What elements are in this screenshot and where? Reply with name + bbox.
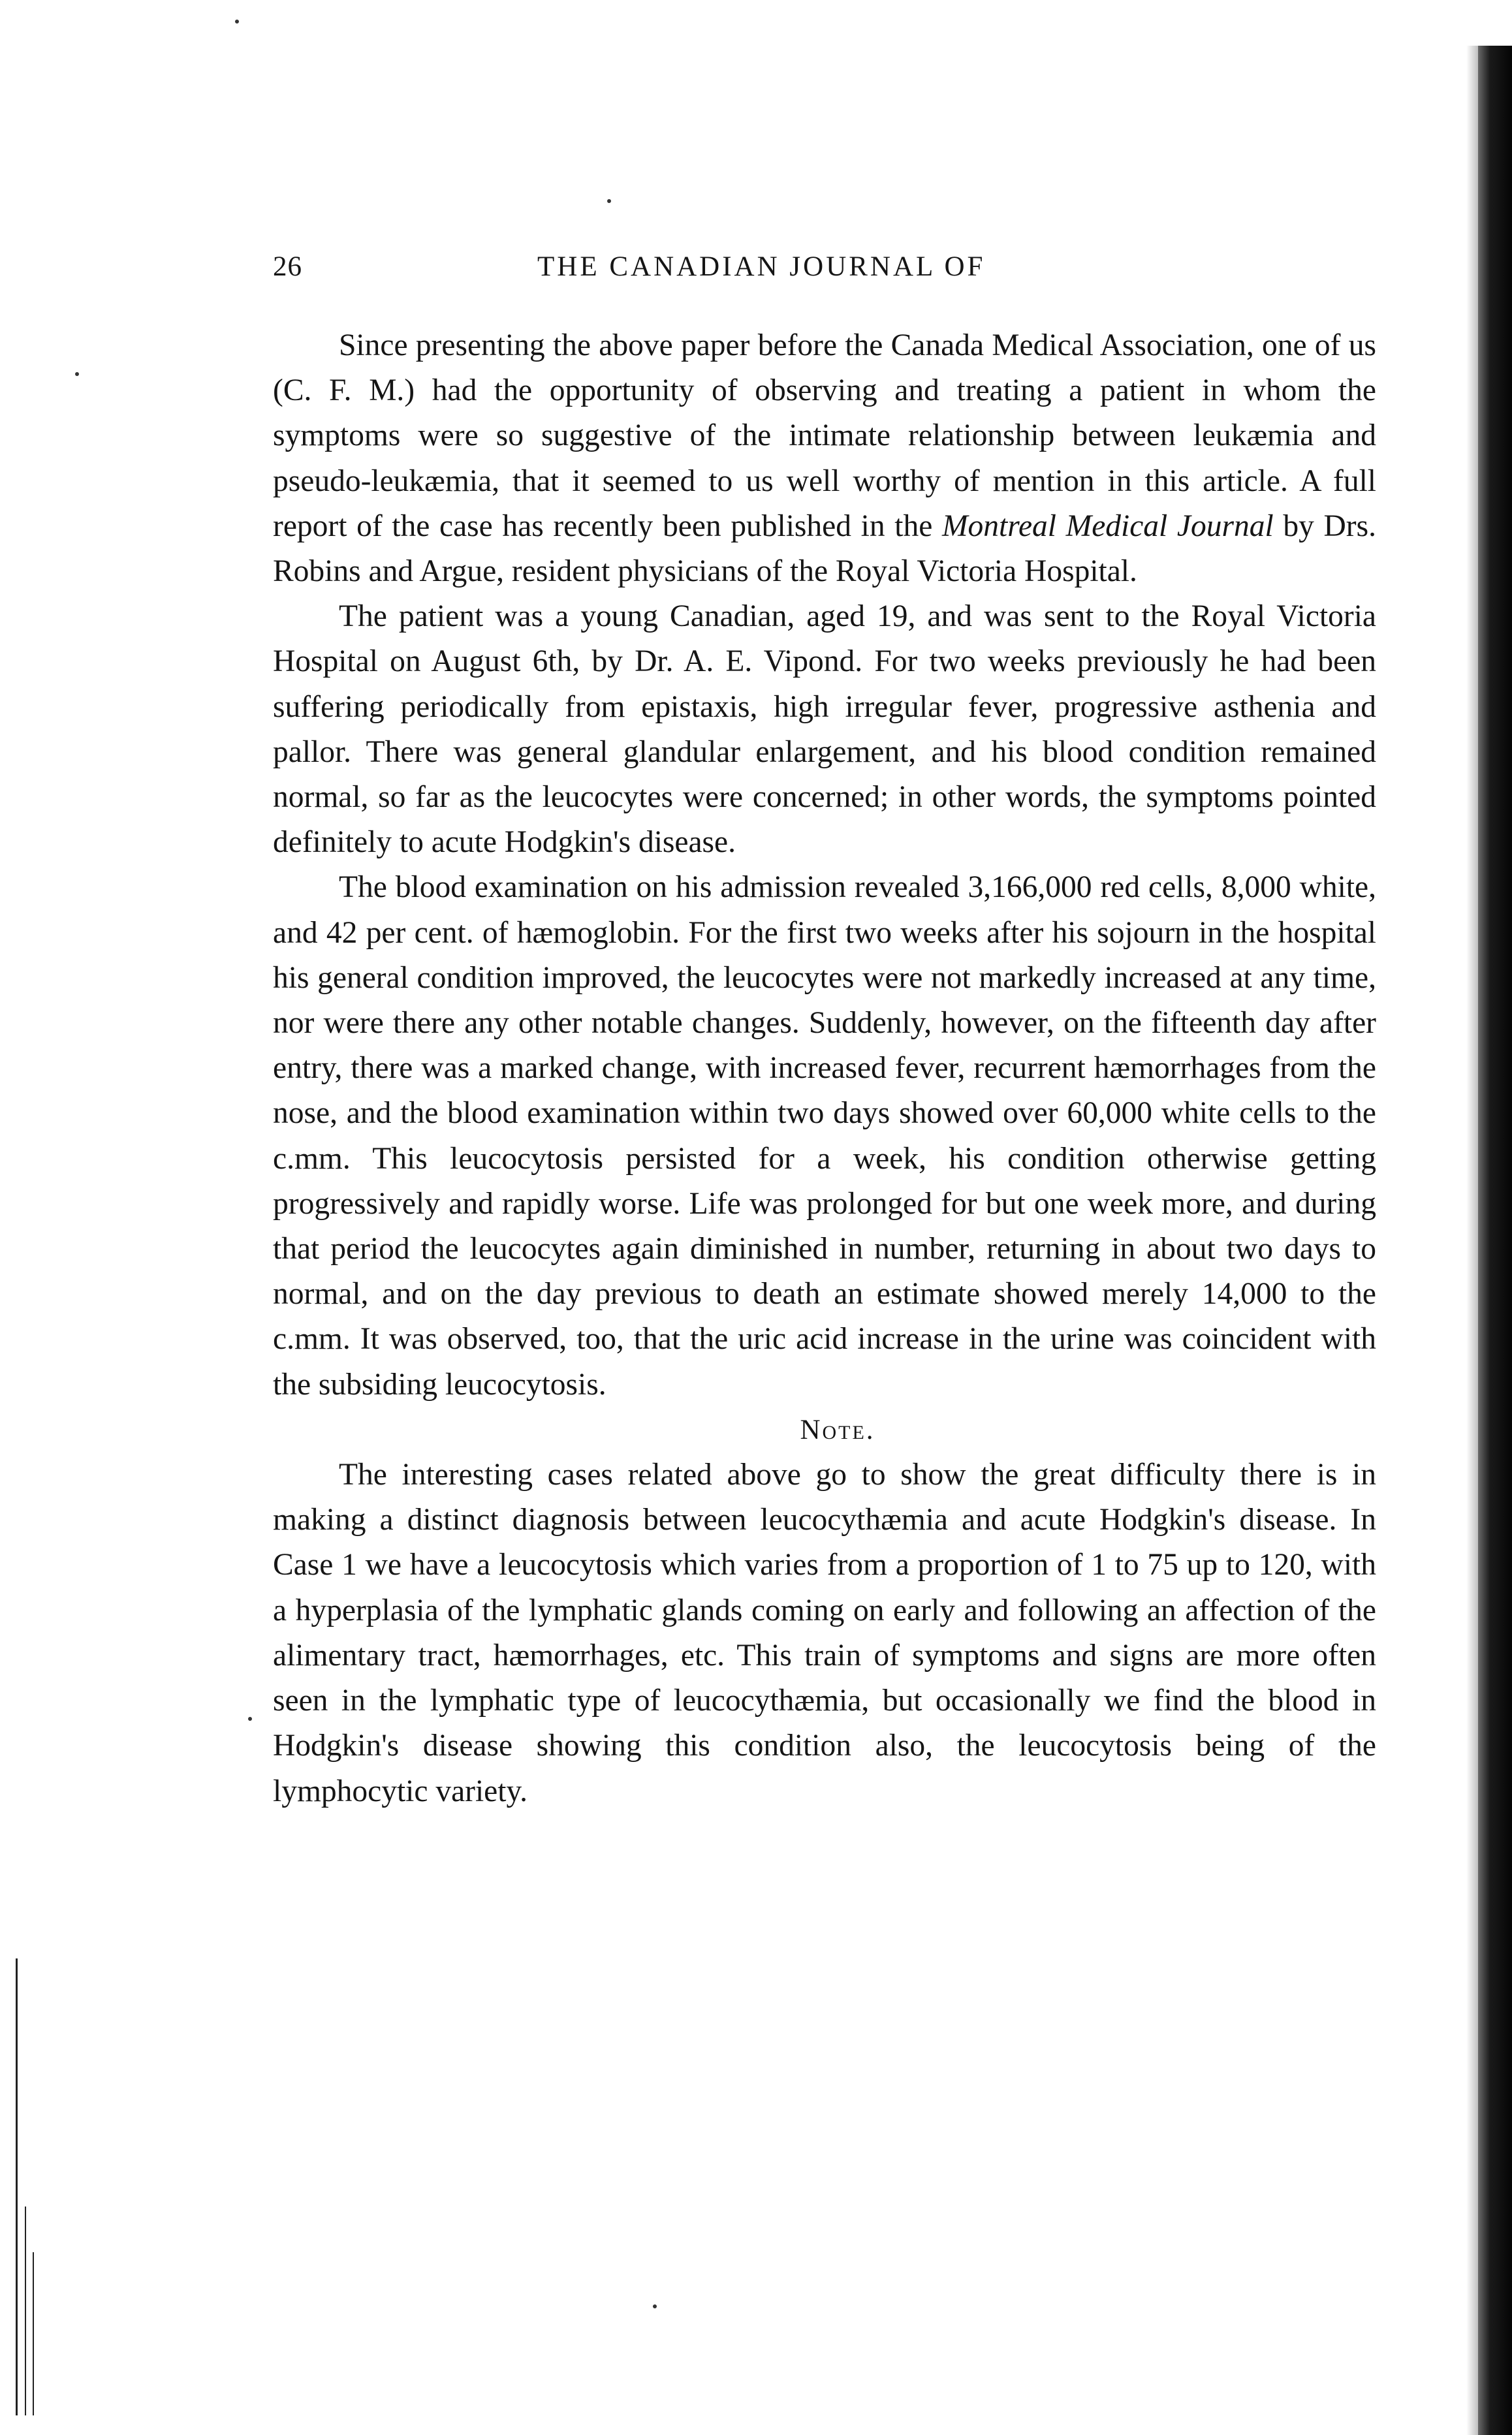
page-number: 26 xyxy=(273,251,302,282)
scan-speck xyxy=(248,1717,252,1721)
paragraph xyxy=(273,594,1376,865)
scan-artifact-line xyxy=(33,2252,34,2415)
paragraph-text: The blood examination on his admission revealed 3,166,000 red cells, 8,000 white, and 42 per cent. of hæmoglobin. For the first two weeks after his sojourn in the hospital his general condition improved, the leucocytes were not markedly increased at any time, nor were there any other notable changes. Suddenly, however, on the fifteenth day after entry, there was a marked change, with increased fever, recurrent hæmorrhages from the nose, and the blood examination within two days showed over 60,000 white cells to the c.mm. This leucocytosis persisted for a week, his condition otherwise getting progressively and rapidly worse. Life was prolonged for but one week more, and during that period the leucocytes again diminished in number, returning in about two days to normal, and on the day previous to death an estimate showed merely 14,000 to the c.mm. It was observed, too, that the uric acid increase in the urine was coincident with the subsiding leucocytosis. xyxy=(273,870,1376,1402)
journal-title: Montreal Medical Journal xyxy=(941,509,1274,543)
scan-speck xyxy=(75,372,79,376)
paragraph-text: Since presenting the above paper before the Canada Medical Association, one of us (C. F. M.) had the opportunity of observing and treating a patient in whom the symptoms were so suggestive of the intimate relationship between leukæmia and pseudo-leukæmia, that it seemed to us well worthy of mention in this article. A full report of the case has recently been published in the xyxy=(273,328,1376,543)
paragraph-text: by Drs. Robins and Argue, resident physicians of the Royal Victoria Hospital. xyxy=(273,509,1376,589)
scan-speck xyxy=(607,199,611,203)
scan-artifact-line xyxy=(25,2207,26,2415)
scan-speck xyxy=(653,2304,657,2308)
paragraph-text: The patient was a young Canadian, aged 19, and was sent to the Royal Victoria Hospital on August 6th, by Dr. A. E. Vipond. For two weeks previously he had been suffering periodically from epistaxis, high irregular fever, progressive asthenia and pallor. There was general glandular enlargement, and his blood condition remained normal, so far as the leucocytes were concerned; in other words, the symptoms pointed definitely to acute Hodgkin's disease. xyxy=(273,599,1376,860)
binding-shadow xyxy=(1478,46,1512,2435)
article-body xyxy=(273,323,1376,1814)
paragraph xyxy=(273,323,1376,594)
scan-speck xyxy=(235,20,239,24)
running-head: THE CANADIAN JOURNAL OF xyxy=(537,251,986,282)
paragraph xyxy=(273,865,1376,1407)
note-paragraph: The interesting cases related above go to show the great difficulty there is in making a distinct diagnosis between leucocythæmia and acute Hodgkin's disease. In Case 1 we have a leucocytosis which varies from a proportion of 1 to 75 up to 120, with a hyperplasia of the lymphatic glands coming on early and following an affection of the alimentary tract, hæmorrhages, etc. This train of symptoms and signs are more often seen in the lymphatic type of leucocythæmia, but occasionally we find the blood in Hodgkin's disease showing this condition also, the leucocytosis being of the lymphocytic variety. xyxy=(273,1458,1376,1808)
note-heading: Note. xyxy=(800,1414,875,1445)
page-header xyxy=(273,251,1396,296)
scan-artifact-line xyxy=(16,1958,18,2415)
